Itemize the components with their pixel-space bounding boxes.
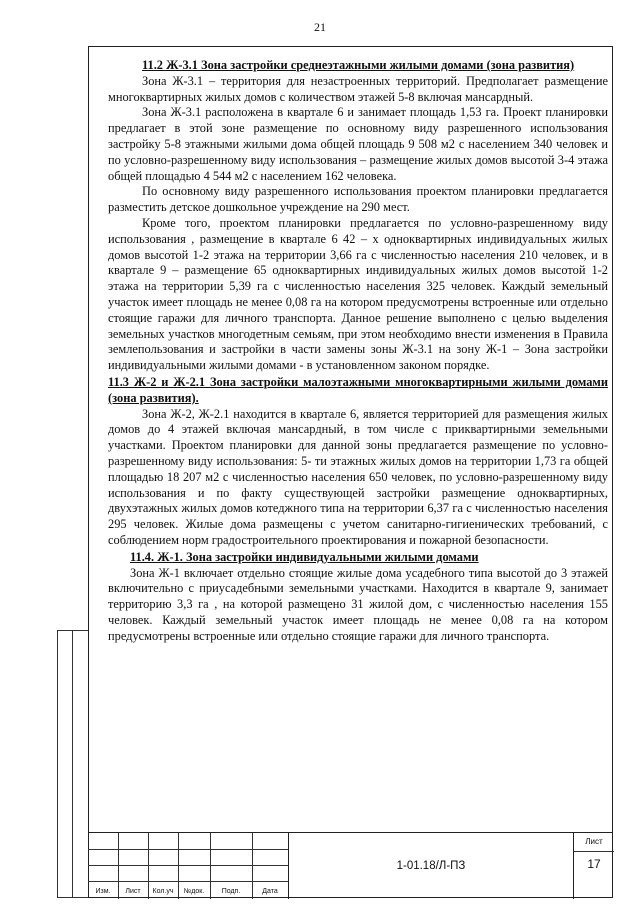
document-body [108,58,608,644]
label-kol-uch: Кол.уч [152,888,174,895]
section-heading: 11.4. Ж-1. Зона застройки индивидуальными жилыми домами [130,549,479,564]
paragraph: По основному виду разрешенного использования проектом планировки предлагается разместить детское дошкольное учреждение на 290 мест. [108,184,608,215]
sheet-number: 17 [587,857,601,871]
paragraph: Зона Ж-3.1 расположена в квартале 6 и занимает площадь 1,53 га. Проект планировки предлагает в этой зоне размещение по основному виду разрешенного использования застройку 5-8 этажными жилыми дома общей площадь 9 508 м2 с населением 340 человек и по условно-разрешенному виду использования – размещение жилых домов высотой 3-4 этажа общей площадью 4 544 м2 с населением 162 человека. [108,105,608,183]
sheet-divider [574,851,614,852]
title-block [88,832,613,898]
paragraph: Зона Ж-2, Ж-2.1 находится в квартале 6, является территорией для размещения жилых домов до 4 этажей включая мансардный, в том числе с приквартирными земельными участками. Проектом планировки для данной зоны предлагается размещение по условно-разрешенному виду использования: 5- ти этажных жилых домов на территории 1,73 га общей площадью 18 207 м2 с численностью населения 650 человек, по условно-разрешенному виду использования и по факту существующей застройки размещение одноквартирных, двухэтажных жилых домов котеджного типа на территории 6,37 га с численностью населения 295 человек. Жилые дома размещены с учетом санитарно-гигиенических требований, с соблюдением норм градостроительного проектирования и пожарной безопасности. [108,406,608,547]
label-podp: Подп. [221,888,241,895]
label-izm: Изм. [95,888,111,895]
document-code: 1-01.18/Л-ПЗ [288,833,573,899]
binding-strip [57,630,88,898]
revision-grid [88,833,288,899]
label-data: Дата [262,888,278,895]
paragraph: Кроме того, проектом планировки предлагается по условно-разрешенному виду использования , размещение в квартале 6 42 – х одноквартирных индивидуальных жилых домов высотой 1-2 этажа на территории 3,66 га с численностью населения 210 человек, и в квартале 9 – размещение 65 одноквартирных индивидуальных жилых домов высотой 1-2 этажа на территории 5,39 га с численностью населения 325 человек. Каждый земельный участок имеет площадь не менее 0,08 га на котором предусмотрены встроенные или отдельно стоящие гаражи для личного транспорта. Данное решение выполнено с целью выделения земельных участков многодетным семьям, при этом необходимо внести изменения в Правила землепользования и застройки в части замены зоны Ж-3.1 на зону Ж-1 – Зона застройки индивидуальными жилыми домами - в установленном законом порядке. [108,215,608,373]
page-number: 21 [314,20,326,34]
sheet-label: Лист [585,837,603,846]
label-list: Лист [125,888,141,895]
binding-strip-divider [72,631,73,897]
label-ndok: №док. [183,888,205,895]
sheet-box [573,833,613,899]
section-heading: 11.3 Ж-2 и Ж-2.1 Зона застройки малоэтажными многоквартирными жилыми домами (зона развития). [108,374,608,405]
section-heading: 11.2 Ж-3.1 Зона застройки среднеэтажными жилыми домами (зона развития) [142,58,575,72]
paragraph: Зона Ж-3.1 – территория для незастроенных территорий. Предполагает размещение многоквартирных жилых домов с количеством этажей 5-8 включая мансардный. [108,73,608,104]
paragraph: Зона Ж-1 включает отдельно стоящие жилые дома усадебного типа высотой до 3 этажей включительно с приусадебными земельными участками. Находится в квартале 9, занимает территорию 3,3 га , на которой размещено 31 жилой дом, с численностью населения 155 человек. Каждый земельный участок имеет площадь не менее 0,08 га на котором предусмотрены встроенные или отдельно стоящие гаражи для личного транспорта. [108,565,608,643]
